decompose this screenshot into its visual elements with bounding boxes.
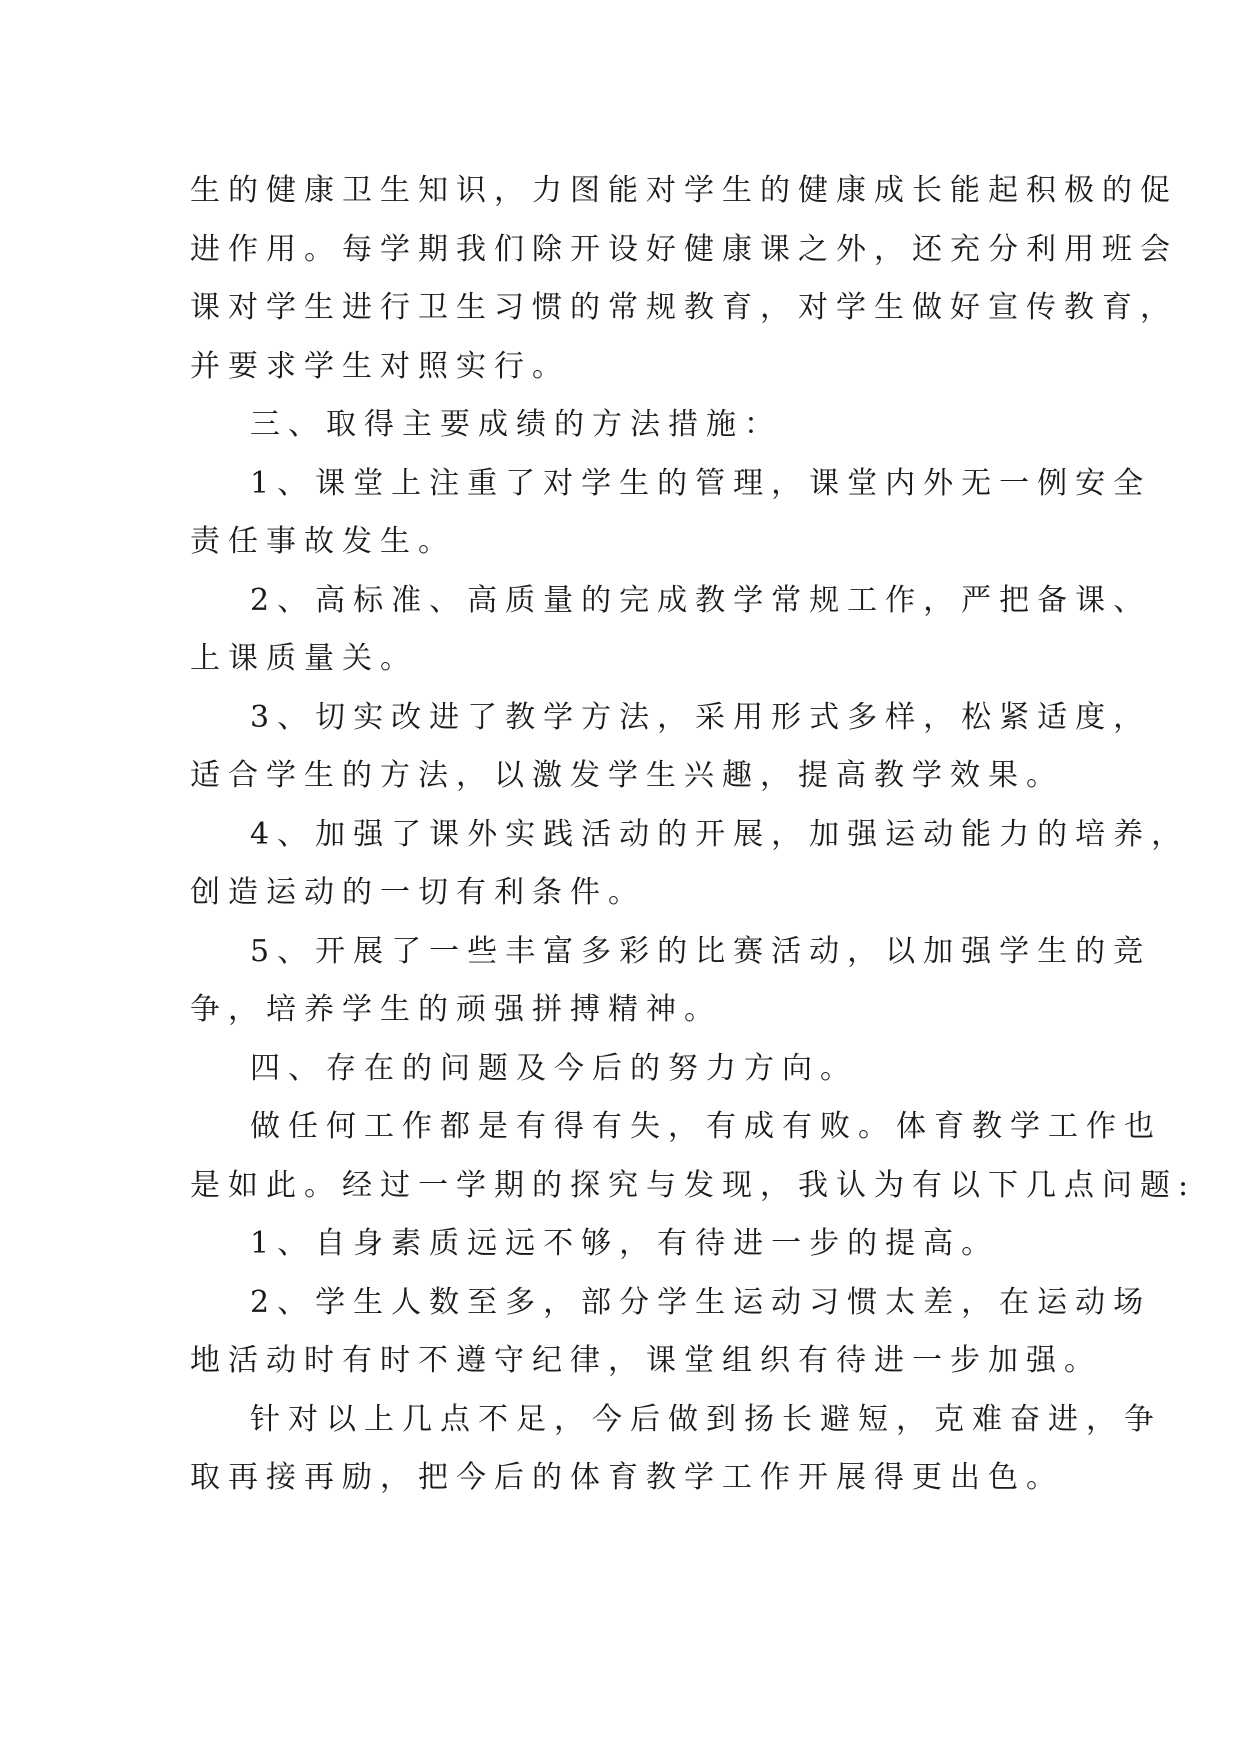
text-line: 进作用。每学期我们除开设好健康课之外，还充分利用班会 — [190, 231, 1178, 267]
text-line: 3、切实改进了教学方法，采用形式多样，松紧适度， — [250, 699, 1152, 735]
text-line: 2、高标准、高质量的完成教学常规工作，严把备课、 — [250, 582, 1152, 618]
text-line: 1、自身素质远远不够，有待进一步的提高。 — [250, 1226, 1000, 1261]
text-line: 地活动时有时不遵守纪律，课堂组织有待进一步加强。 — [190, 1343, 1102, 1378]
text-line: 5、开展了一些丰富多彩的比赛活动，以加强学生的竞 — [250, 933, 1152, 969]
list-item — [190, 455, 1152, 572]
paragraph — [190, 162, 1178, 396]
text-line: 课对学生进行卫生习惯的常规教育，对学生做好宣传教育， — [190, 290, 1178, 325]
text-line: 是如此。经过一学期的探究与发现，我认为有以下几点问题: — [190, 1167, 1197, 1203]
list-item — [190, 1215, 1060, 1274]
text-line: 生的健康卫生知识，力图能对学生的健康成长能起积极的促 — [190, 173, 1178, 208]
list-item — [190, 923, 1152, 1040]
list-item — [190, 1274, 1152, 1391]
text-line: 适合学生的方法，以激发学生兴趣，提高教学效果。 — [190, 758, 1064, 793]
text-line: 四、存在的问题及今后的努力方向。 — [250, 1050, 858, 1086]
text-line: 创造运动的一切有利条件。 — [190, 875, 646, 910]
text-line: 争，培养学生的顽强拼搏精神。 — [190, 992, 722, 1027]
list-item — [190, 806, 1190, 923]
text-line: 4、加强了课外实践活动的开展，加强运动能力的培养， — [250, 816, 1190, 852]
text-line: 做任何工作都是有得有失，有成有败。体育教学工作也 — [250, 1109, 1162, 1144]
section-heading — [190, 396, 1060, 455]
list-item — [190, 689, 1152, 806]
text-line: 2、学生人数至多，部分学生运动习惯太差，在运动场 — [250, 1284, 1152, 1320]
text-line: 三、取得主要成绩的方法措施： — [250, 407, 782, 442]
text-line: 上课质量关。 — [190, 641, 418, 676]
list-item — [190, 572, 1152, 689]
text-line: 并要求学生对照实行。 — [190, 348, 570, 384]
text-line: 责任事故发生。 — [190, 524, 456, 559]
paragraph — [190, 1098, 1197, 1215]
paragraph — [190, 1391, 1162, 1508]
text-line: 取再接再励，把今后的体育教学工作开展得更出色。 — [190, 1460, 1064, 1495]
section-heading — [190, 1040, 1060, 1099]
text-line: 1、课堂上注重了对学生的管理，课堂内外无一例安全 — [250, 465, 1152, 501]
text-line: 针对以上几点不足，今后做到扬长避短，克难奋进，争 — [250, 1401, 1162, 1437]
document-body — [190, 162, 1197, 1508]
